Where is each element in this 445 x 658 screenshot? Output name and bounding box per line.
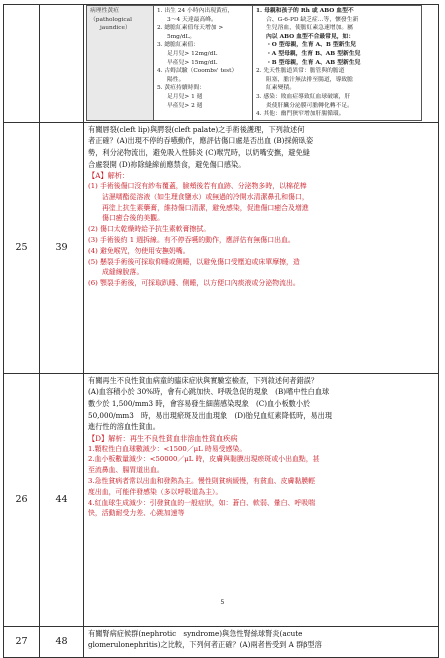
text-line: 數少於 1,500/mm3 時，會容易發生細菌感染現象 (C)血小板數小於 — [88, 398, 311, 408]
text-line: 3. 感染：敗血症導致紅血球破壞，肝 — [256, 93, 351, 100]
text-line: jaundice） — [100, 25, 131, 32]
text-line: 足月兒> 1 週 — [167, 93, 203, 100]
question-number: 48 — [40, 626, 84, 657]
text-line: 有關唇裂(cleft lip)與腭裂(cleft palate)之手術後護理，下列敘述何 — [88, 124, 305, 134]
answer-explanation — [84, 181, 438, 289]
text-line: 陽性。 — [167, 76, 185, 83]
text-line: 3～4 天達最高峰。 — [167, 16, 217, 23]
table-row — [4, 373, 439, 626]
jaundice-features-cell — [154, 6, 253, 121]
question-number: 39 — [40, 122, 84, 373]
text-line: 足月兒> 12mg/dL — [167, 50, 218, 57]
text-line: ・B 型母親，生育 A、AB 型新生兒 — [266, 59, 361, 66]
explanation-item: (3) 手術後約 1 週拆線。有不停吞嚥的動作，應評估有無傷口出血。 — [88, 236, 295, 245]
explanation-item: 1.顆粒性白血球數減少：<1500／μL 時易受感染。 — [88, 444, 247, 453]
answer-tag: 【D】解析：再生不良性貧血非溶血性貧血疾病 — [88, 433, 238, 443]
text-line: 進行性的溶血性貧血。 — [88, 422, 160, 432]
row-index: 25 — [4, 122, 40, 373]
jaundice-type-cell — [87, 6, 154, 121]
explanation-item: (1) 手術後傷口沒有紗布覆蓋，臉頰後若有血跡、分泌物多時，以棉花棒 沾濕嚅酯從溶液（如生理食鹽水）或無過的冷開水清潔鼻孔和傷口， 再塗上抗生素藥膏，維持傷口清潔，避免感染，促進傷口癒合及增進 傷口癒合後的美觀。 — [88, 182, 309, 223]
question-cell — [84, 122, 439, 373]
text-line: 有關腎病症候群(nephrotic syndrome)與急性腎絲球腎炎(acute — [88, 628, 303, 638]
explanation-item: 快，活動耐受力差、心跳加速等 — [88, 509, 185, 518]
empty-cell — [40, 5, 84, 123]
question-number: 44 — [40, 373, 84, 626]
text-line: 3. 總膽紅素值： — [157, 42, 200, 49]
question-cell — [84, 626, 439, 657]
text-line: 勢，利分泌物流出，避免吸入性肺炎 (C)喉咒時，以奶嘴安撫，避免縫 — [88, 147, 310, 157]
row-index: 26 — [4, 373, 40, 626]
text-line: 2. 總膽紅素值每天增加 > — [157, 25, 224, 32]
text-line: 炎使肝臟分泌膜可膽轉化轉不足。 — [266, 102, 353, 109]
answer-tag: 【A】解析： — [88, 171, 130, 181]
table-row — [4, 122, 439, 373]
text-line: 者正確？(A)出現不停的吞嚥動作，應評估傷口處是否出血 (B)採俯臥姿 — [88, 136, 314, 146]
text-line: ・O 型母親，生育 A、B 型新生兒 — [266, 42, 357, 49]
jaundice-causes-cell — [253, 6, 422, 121]
text-line: 4. 其他：幽門狹窄增加肝腸循環。 — [256, 111, 345, 118]
question-cell — [84, 373, 439, 626]
empty-cell — [4, 5, 40, 123]
explanation-item: 度出血，可能伴發感染（多以呼吸道為主）。 — [88, 487, 223, 496]
text-line: 阻塞，膽汁無法排至腸道，導致膽 — [266, 76, 353, 83]
jaundice-cell — [84, 5, 439, 123]
explanation-item: 2.血小板數量減少：<50000／μL 時，皮膚與黏膜出現瘀斑或小出血點，甚 — [88, 455, 320, 464]
explanation-item: 4.紅血球生成減少：引發貧血的一般症狀，如：蒼白、軟弱、暈白、呼吸喘 — [88, 498, 316, 507]
page-number: 5 — [220, 598, 225, 606]
text-line: 有關再生不良性貧血病童的臨床症狀與實驗室檢查，下列敘述何者錯誤？ — [88, 375, 319, 385]
text-line: 早產兒> 2 週 — [167, 102, 203, 109]
text-line: 合、G-6-PD 缺乏症…等，懷發生新 — [266, 16, 359, 23]
text-line: 合處裂開 (D)祢除縫線前應禁食，避免傷口感染。 — [88, 159, 246, 169]
text-line: 1. 母親和孩子的 Rh 或 ABO 血型不 — [256, 8, 354, 14]
answer-explanation — [84, 444, 438, 520]
explanation-item: (4) 避免喉咒，勿使用安撫奶嘴。 — [88, 246, 190, 255]
question-text — [84, 123, 438, 170]
question-table — [3, 4, 439, 658]
text-line: 紅素變積。 — [266, 85, 295, 92]
row-index: 27 — [4, 626, 40, 657]
text-line: （pathological — [90, 16, 132, 23]
table-row — [4, 626, 439, 657]
explanation-item: (2) 傷口太乾燥時給予抗生素軟膏擦拭。 — [88, 225, 211, 234]
text-line: 病理性黃疸 — [90, 8, 119, 14]
text-line: 4. 古姆試驗（Coombs' test） — [157, 68, 238, 75]
text-line: 內以 ABO 血型不合最常見，如： — [266, 33, 355, 40]
text-line: 生兒溶血，使膽紅素急速增加。屬 — [266, 25, 353, 32]
explanation-item: (5) 懸裂手術後可採取仰睡或側睡，以避免傷口受壓迫或床單摩擦，造 成縫線脫落。 — [88, 257, 300, 277]
question-text — [84, 627, 438, 651]
text-line: 50,000/mm3 時，易出現瘀斑及出血現象 (D)胎兒血紅素降低時，易出現 — [88, 410, 333, 420]
text-line: 2. 先天性膽道異常：膽管與的膽道 — [256, 68, 345, 75]
text-line: 早產兒> 15mg/dL — [167, 59, 218, 66]
explanation-item: 3.急性貧病者常以出血和發熱為主。慢性則貧病緩慢，有貧血、皮膚黏膜輕 — [88, 477, 316, 486]
text-line: 5mg/dL。 — [167, 33, 196, 40]
text-line: glomerulonephritis)之比較，下列何者正確？(A)兩者皆受到 A 群β型溶 — [88, 640, 322, 650]
table-row — [4, 5, 439, 123]
explanation-item: (6) 顎裂手術後，可採取趴睡、側睡，以方便口內痰液或分泌物流出。 — [88, 279, 300, 288]
explanation-item: 至流鼻血、腸胃道出血。 — [88, 466, 164, 475]
text-line: 1. 出生 24 小時內出現黃疸， — [157, 8, 234, 14]
question-text — [84, 374, 438, 433]
text-line: 5. 黃疸持續時間： — [157, 85, 205, 92]
text-line: ・A 型母親，生育 B、AB 型新生兒 — [266, 50, 361, 57]
jaundice-table — [86, 5, 422, 121]
text-line: (A)血容積小於 30%時，會有心跳加快、呼吸急促的現象 (B)嗜中性白血球 — [88, 387, 330, 397]
